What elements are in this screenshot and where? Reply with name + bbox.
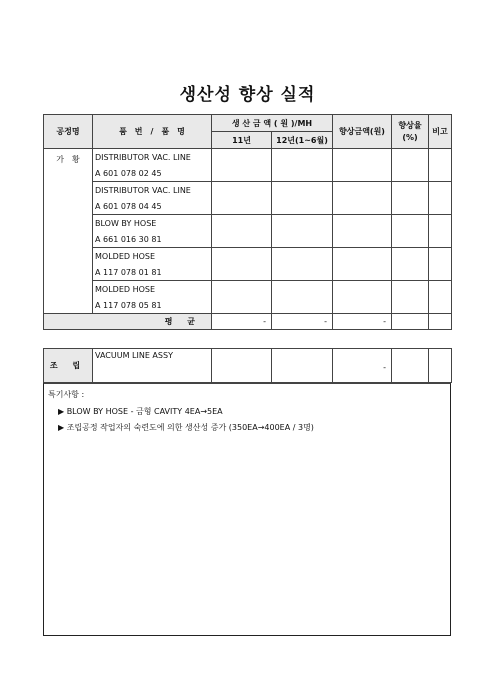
page-title: 생산성 향상 실적 [179,85,316,105]
cell-rate [392,149,429,182]
cell-remarks [429,281,452,314]
cell-improvement [333,149,392,182]
assembly-remarks [429,349,452,383]
part-name: BLOW BY HOSE [93,215,212,232]
assembly-part: VACUUM LINE ASSY [93,349,212,383]
header-improvement-rate: 향상율 (%) [392,115,429,149]
cell-year12 [272,215,333,248]
cell-rate [392,182,429,215]
average-year12: - [272,314,333,330]
cell-year11 [212,248,272,281]
header-year-12: 12년(1~6월) [272,132,333,149]
cell-year12 [272,281,333,314]
productivity-table [43,114,452,330]
note-item: ▶ BLOW BY HOSE - 금형 CAVITY 4EA→5EA [58,407,223,416]
average-year11: - [212,314,272,330]
cell-improvement [333,182,392,215]
cell-year11 [212,215,272,248]
average-rate [392,314,429,330]
part-name: DISTRIBUTOR VAC. LINE [93,149,212,166]
cell-remarks [429,248,452,281]
part-number: A 117 078 05 81 [93,297,212,314]
header-production-amount: 생 산 금 액 ( 원 )/MH [212,115,333,132]
notes-box [43,383,451,636]
header-remarks: 비고 [429,115,452,149]
cell-rate [392,281,429,314]
assembly-year12 [272,349,333,383]
assembly-table [43,348,452,383]
header-year-11: 11년 [212,132,272,149]
header-process: 공정명 [44,115,93,149]
part-number: A 661 016 30 81 [93,231,212,248]
average-label: 평 균 [44,314,212,330]
part-name: MOLDED HOSE [93,281,212,298]
cell-improvement [333,281,392,314]
header-improvement-amount: 향상금액(원) [333,115,392,149]
cell-year12 [272,182,333,215]
assembly-label: 조 립 [44,349,93,383]
cell-year11 [212,281,272,314]
cell-improvement [333,248,392,281]
assembly-rate [392,349,429,383]
part-name: MOLDED HOSE [93,248,212,265]
average-remarks [429,314,452,330]
cell-year12 [272,149,333,182]
average-improvement: - [333,314,392,330]
cell-remarks [429,215,452,248]
cell-remarks [429,182,452,215]
notes-title: 특기사항 : [48,390,85,399]
cell-year11 [212,149,272,182]
part-number: A 117 078 01 81 [93,264,212,281]
cell-remarks [429,149,452,182]
assembly-improvement: - [333,349,392,383]
cell-year12 [272,248,333,281]
header-part: 품 번 / 품 명 [93,115,212,149]
cell-rate [392,248,429,281]
cell-year11 [212,182,272,215]
part-number: A 601 078 04 45 [93,198,212,215]
assembly-year11 [212,349,272,383]
process-name: 가 황 [44,149,93,314]
cell-improvement [333,215,392,248]
cell-rate [392,215,429,248]
part-number: A 601 078 02 45 [93,165,212,182]
part-name: DISTRIBUTOR VAC. LINE [93,182,212,199]
note-item: ▶ 조립공정 작업자의 숙련도에 의한 생산성 증가 (350EA→400EA / 3명) [58,423,314,432]
